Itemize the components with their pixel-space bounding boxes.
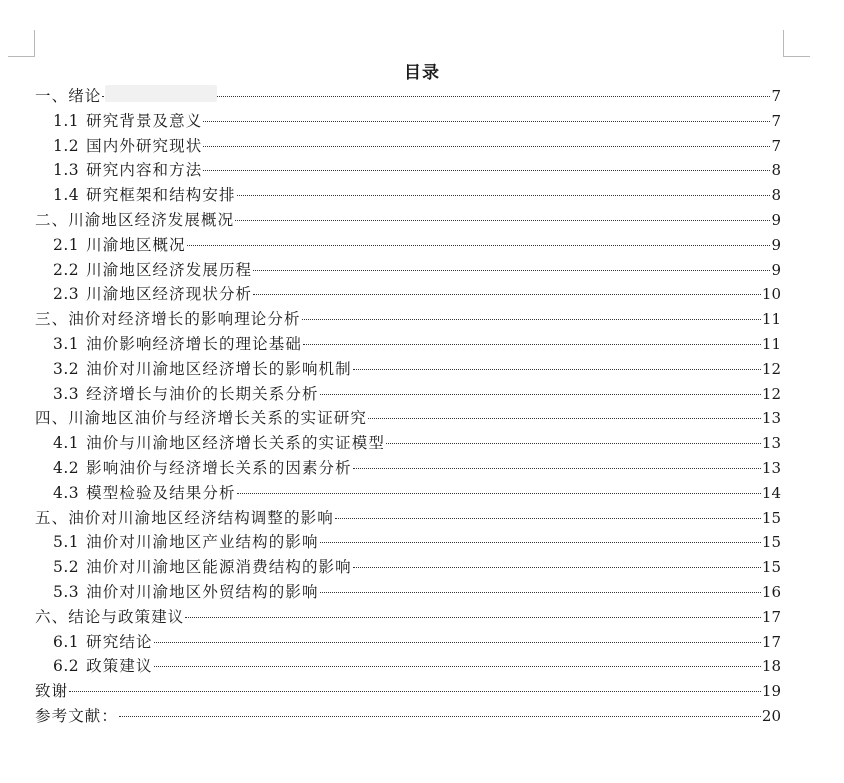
toc-entry[interactable] bbox=[35, 605, 781, 630]
toc-entry-label bbox=[35, 406, 367, 431]
toc-entry[interactable] bbox=[35, 530, 781, 555]
toc-entry[interactable] bbox=[35, 357, 781, 382]
toc-entry-label bbox=[35, 208, 234, 233]
toc-entry-number: 3.3 bbox=[53, 384, 80, 403]
toc-entry-label bbox=[53, 258, 252, 283]
toc-page-number: 7 bbox=[771, 136, 781, 155]
toc-dot-leader bbox=[386, 443, 761, 444]
toc-dot-leader bbox=[253, 294, 761, 295]
toc-entry-text: 致谢 bbox=[35, 682, 69, 701]
toc-entry-label bbox=[53, 431, 385, 456]
toc-entry-label bbox=[53, 233, 186, 258]
toc-dot-leader bbox=[353, 468, 761, 469]
toc-entry-number: 4.3 bbox=[53, 483, 80, 502]
toc-entry-label bbox=[53, 530, 319, 555]
toc-dot-leader bbox=[320, 394, 761, 395]
toc-entry-number: 6.2 bbox=[53, 657, 80, 676]
toc-page-number: 9 bbox=[771, 260, 781, 279]
toc-entry-text: 川渝地区经济发展历程 bbox=[86, 260, 253, 279]
toc-entry[interactable] bbox=[35, 282, 781, 307]
toc-dot-leader bbox=[320, 592, 761, 593]
toc-page-number: 13 bbox=[761, 409, 781, 428]
toc-title: 目录 bbox=[404, 63, 440, 83]
toc-entry[interactable] bbox=[35, 109, 781, 134]
toc-entry-number: 5.3 bbox=[53, 582, 80, 601]
toc-page-number: 13 bbox=[761, 434, 781, 453]
redaction-blur bbox=[105, 85, 217, 102]
toc-dot-leader bbox=[69, 691, 761, 692]
toc-dot-leader bbox=[335, 518, 761, 519]
toc-dot-leader bbox=[237, 195, 771, 196]
toc-entry[interactable] bbox=[35, 332, 781, 357]
toc-entry[interactable] bbox=[35, 406, 781, 431]
toc-entry[interactable] bbox=[35, 183, 781, 208]
toc-page-number: 18 bbox=[761, 657, 781, 676]
toc-entry-label bbox=[53, 134, 202, 159]
toc-page-number: 14 bbox=[761, 483, 781, 502]
toc-entry-number: 1.2 bbox=[53, 136, 80, 155]
toc-entry-number: 4.1 bbox=[53, 434, 80, 453]
page-corner-mark-right bbox=[783, 30, 810, 57]
toc-page-number: 12 bbox=[761, 359, 781, 378]
toc-entry-text: 油价对川渝地区外贸结构的影响 bbox=[86, 582, 319, 601]
page-corner-mark-left bbox=[8, 30, 35, 57]
toc-entry-text: 五、油价对川渝地区经济结构调整的影响 bbox=[35, 508, 334, 527]
toc-dot-leader bbox=[253, 270, 770, 271]
toc-page-number: 12 bbox=[761, 384, 781, 403]
toc-entry-label bbox=[53, 580, 319, 605]
toc-page-number: 10 bbox=[761, 285, 781, 304]
toc-page-number: 13 bbox=[761, 458, 781, 477]
toc-entry[interactable] bbox=[35, 456, 781, 481]
toc-dot-leader bbox=[235, 220, 770, 221]
toc-entry[interactable] bbox=[35, 307, 781, 332]
toc-entry-label bbox=[53, 555, 352, 580]
toc-entry[interactable] bbox=[35, 580, 781, 605]
toc-entry-text: 参考文献： bbox=[35, 706, 119, 725]
toc-entry-text: 油价对川渝地区产业结构的影响 bbox=[86, 533, 319, 552]
toc-page-number: 15 bbox=[761, 558, 781, 577]
toc-entry-label bbox=[53, 357, 352, 382]
table-of-contents bbox=[35, 84, 781, 729]
toc-entry-label bbox=[35, 307, 301, 332]
toc-dot-leader bbox=[353, 567, 761, 568]
toc-entry-label bbox=[53, 158, 202, 183]
toc-entry-label bbox=[53, 282, 252, 307]
toc-entry-number: 1.3 bbox=[53, 161, 80, 180]
toc-entry-number: 1.1 bbox=[53, 111, 80, 130]
toc-entry-label bbox=[53, 332, 302, 357]
toc-dot-leader bbox=[154, 642, 761, 643]
toc-entry-text: 政策建议 bbox=[86, 657, 153, 676]
toc-entry-text: 模型检验及结果分析 bbox=[86, 483, 236, 502]
toc-entry-text: 四、川渝地区油价与经济增长关系的实证研究 bbox=[35, 409, 368, 428]
toc-entry-number: 2.2 bbox=[53, 260, 80, 279]
toc-dot-leader bbox=[187, 245, 771, 246]
toc-entry-number: 4.2 bbox=[53, 458, 80, 477]
toc-entry-label bbox=[35, 84, 101, 109]
toc-entry-text: 六、结论与政策建议 bbox=[35, 607, 185, 626]
toc-dot-leader bbox=[302, 319, 761, 320]
toc-entry-label bbox=[53, 481, 236, 506]
toc-page-number: 11 bbox=[761, 334, 781, 353]
toc-entry[interactable] bbox=[35, 208, 781, 233]
toc-dot-leader bbox=[154, 666, 761, 667]
toc-entry-text: 国内外研究现状 bbox=[86, 136, 203, 155]
toc-entry[interactable] bbox=[35, 431, 781, 456]
toc-entry-number: 2.3 bbox=[53, 285, 80, 304]
toc-entry-text: 油价对川渝地区经济增长的影响机制 bbox=[86, 359, 352, 378]
toc-page-number: 11 bbox=[761, 310, 781, 329]
toc-dot-leader bbox=[320, 542, 761, 543]
toc-entry-label bbox=[35, 679, 68, 704]
toc-entry-number: 6.1 bbox=[53, 632, 80, 651]
toc-entry-number: 2.1 bbox=[53, 235, 80, 254]
toc-entry-label bbox=[53, 183, 236, 208]
toc-entry-text: 研究框架和结构安排 bbox=[86, 186, 236, 205]
toc-entry-label bbox=[35, 605, 184, 630]
toc-entry[interactable] bbox=[35, 134, 781, 159]
toc-entry-label bbox=[35, 506, 334, 531]
toc-entry-number: 3.2 bbox=[53, 359, 80, 378]
toc-dot-leader bbox=[203, 121, 770, 122]
toc-dot-leader bbox=[353, 369, 761, 370]
toc-page-number: 16 bbox=[761, 582, 781, 601]
toc-entry[interactable] bbox=[35, 481, 781, 506]
toc-dot-leader bbox=[368, 418, 761, 419]
toc-entry-text: 经济增长与油价的长期关系分析 bbox=[86, 384, 319, 403]
toc-dot-leader bbox=[303, 344, 761, 345]
toc-page-number: 7 bbox=[771, 111, 781, 130]
toc-dot-leader bbox=[119, 716, 761, 717]
toc-page-number: 17 bbox=[761, 607, 781, 626]
toc-page-number: 7 bbox=[771, 87, 781, 105]
toc-entry-label bbox=[53, 109, 202, 134]
toc-entry-label bbox=[53, 654, 153, 679]
toc-entry-number: 5.2 bbox=[53, 558, 80, 577]
toc-page-number: 15 bbox=[761, 533, 781, 552]
toc-entry-text: 二、川渝地区经济发展概况 bbox=[35, 210, 235, 229]
toc-entry[interactable] bbox=[35, 654, 781, 679]
toc-page-number: 8 bbox=[771, 186, 781, 205]
toc-entry-number: 5.1 bbox=[53, 533, 80, 552]
toc-entry[interactable] bbox=[35, 630, 781, 655]
toc-dot-leader bbox=[185, 617, 761, 618]
toc-entry-label bbox=[35, 704, 118, 729]
toc-entry-label bbox=[53, 382, 319, 407]
toc-dot-leader bbox=[203, 170, 770, 171]
toc-entry[interactable] bbox=[35, 382, 781, 407]
toc-entry-text: 研究背景及意义 bbox=[86, 111, 203, 130]
toc-entry[interactable] bbox=[35, 158, 781, 183]
toc-entry-number: 3.1 bbox=[53, 334, 80, 353]
toc-page-number: 20 bbox=[761, 706, 781, 725]
toc-entry[interactable] bbox=[35, 258, 781, 283]
toc-entry[interactable] bbox=[35, 233, 781, 258]
toc-page-number: 19 bbox=[761, 682, 781, 701]
toc-page-number: 15 bbox=[761, 508, 781, 527]
toc-entry-text: 油价与川渝地区经济增长关系的实证模型 bbox=[86, 434, 385, 453]
toc-page-number: 17 bbox=[761, 632, 781, 651]
toc-page-number: 8 bbox=[771, 161, 781, 180]
toc-entry-text: 研究结论 bbox=[86, 632, 153, 651]
toc-entry-text: 油价对川渝地区能源消费结构的影响 bbox=[86, 558, 352, 577]
toc-entry[interactable] bbox=[35, 555, 781, 580]
toc-entry-label bbox=[53, 630, 153, 655]
toc-entry-text: 一、绪论 bbox=[35, 87, 102, 105]
toc-entry[interactable] bbox=[35, 506, 781, 531]
toc-entry-text: 研究内容和方法 bbox=[86, 161, 203, 180]
toc-entry-text: 油价影响经济增长的理论基础 bbox=[86, 334, 302, 353]
toc-entry-text: 川渝地区概况 bbox=[86, 235, 186, 254]
toc-entry-text: 三、油价对经济增长的影响理论分析 bbox=[35, 310, 301, 329]
toc-entry-number: 1.4 bbox=[53, 186, 80, 205]
toc-page-number: 9 bbox=[771, 235, 781, 254]
toc-entry-text: 川渝地区经济现状分析 bbox=[86, 285, 253, 304]
toc-entry-text: 影响油价与经济增长关系的因素分析 bbox=[86, 458, 352, 477]
toc-page-number: 9 bbox=[771, 210, 781, 229]
toc-entry[interactable] bbox=[35, 704, 781, 729]
toc-entry-label bbox=[53, 456, 352, 481]
toc-dot-leader bbox=[203, 146, 770, 147]
toc-entry[interactable] bbox=[35, 679, 781, 704]
toc-dot-leader bbox=[237, 493, 761, 494]
